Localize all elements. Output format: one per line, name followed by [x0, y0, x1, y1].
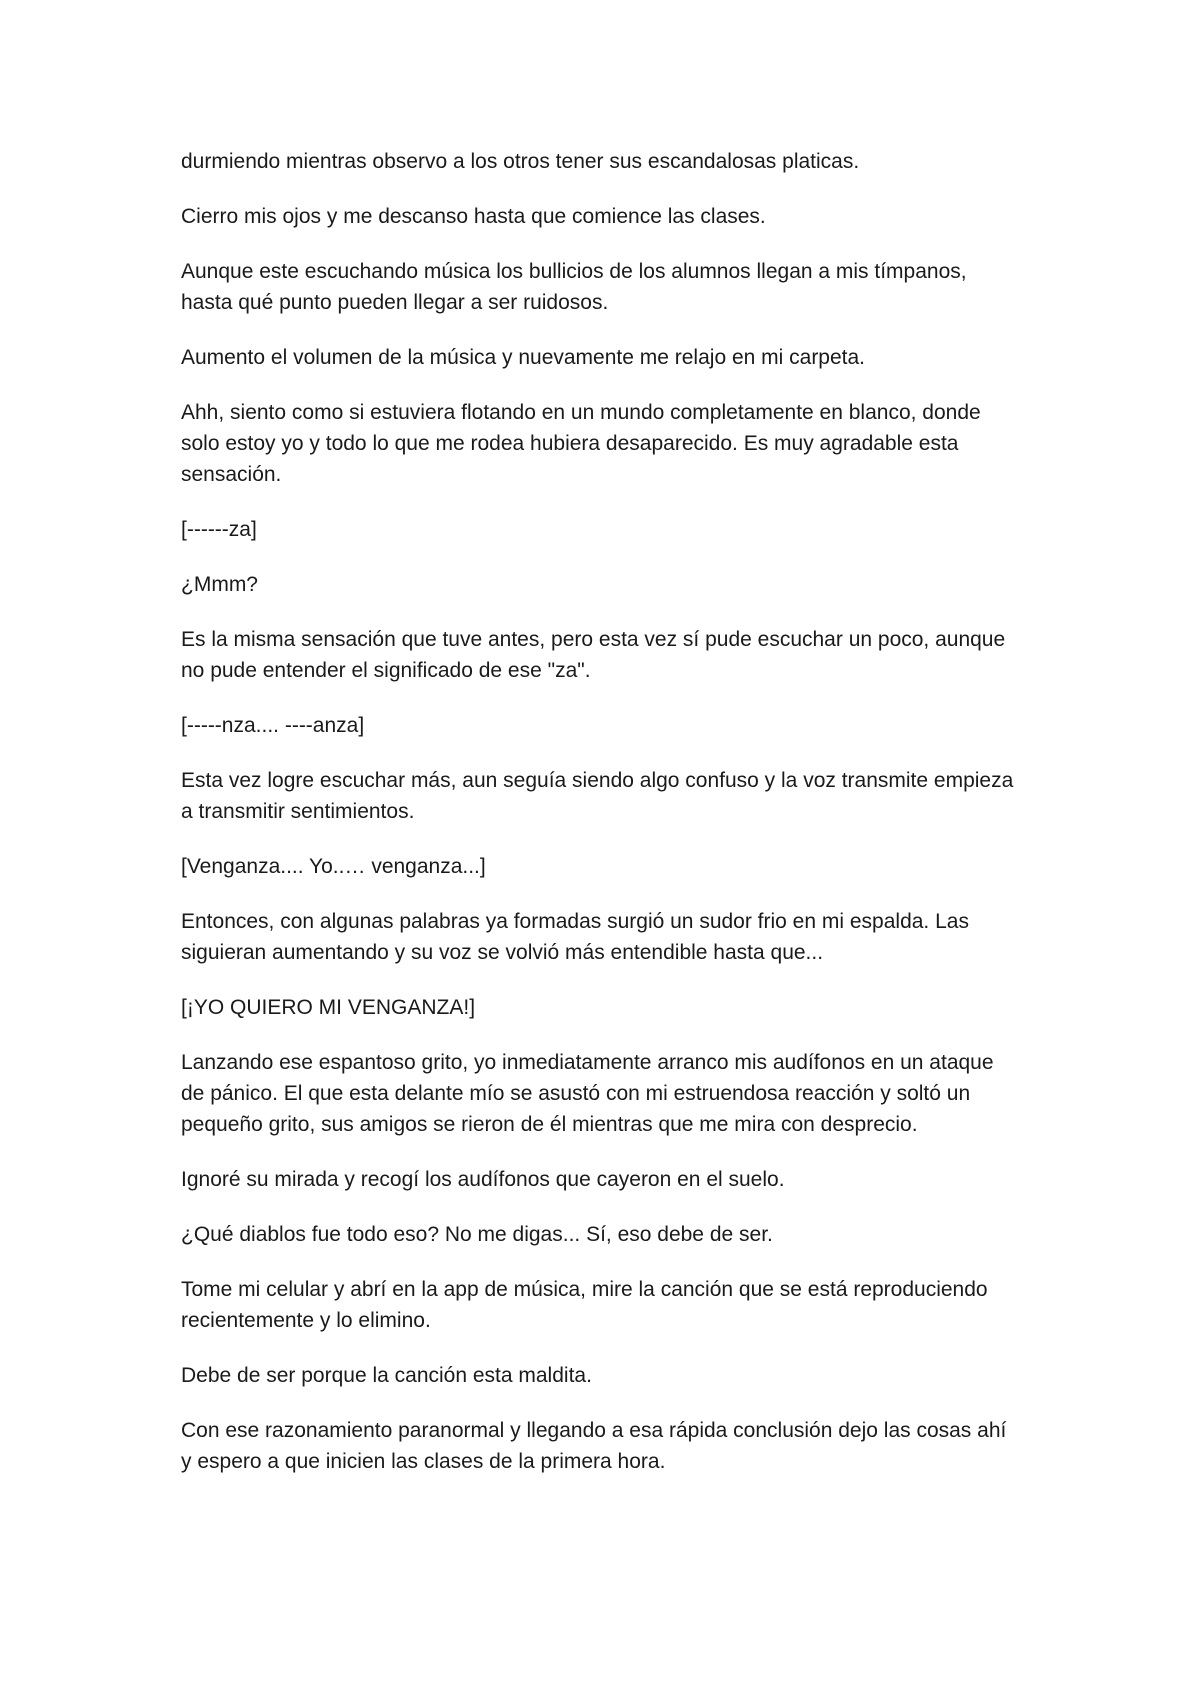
paragraph: Es la misma sensación que tuve antes, pero esta vez sí pude escuchar un poco, aunque no pude entender el significado de ese "za".: [181, 628, 1006, 682]
document-body: [181, 146, 1021, 1501]
paragraph: Ahh, siento como si estuviera flotando en un mundo completamente en blanco, donde solo estoy yo y todo lo que me rodea hubiera desaparecido. Es muy agradable esta sensación.: [181, 401, 981, 486]
paragraph: Entonces, con algunas palabras ya formadas surgió un sudor frio en mi espalda. Las siguieran aumentando y su voz se volvió más entendible hasta que...: [181, 910, 969, 964]
paragraph: Ignoré su mirada y recogí los audífonos que cayeron en el suelo.: [181, 1168, 785, 1191]
paragraph: ¿Qué diablos fue todo eso? No me digas... Sí, eso debe de ser.: [181, 1223, 773, 1246]
paragraph: Aumento el volumen de la música y nuevamente me relajo en mi carpeta.: [181, 346, 866, 369]
paragraph: ¿Mmm?: [181, 573, 258, 596]
paragraph: [------za]: [181, 518, 257, 541]
paragraph: [Venganza.... Yo..… venganza...]: [181, 855, 486, 878]
paragraph: Debe de ser porque la canción esta maldita.: [181, 1364, 592, 1387]
paragraph: [¡YO QUIERO MI VENGANZA!]: [181, 996, 476, 1019]
paragraph: [-----nza.... ----anza]: [181, 714, 365, 737]
paragraph: Esta vez logre escuchar más, aun seguía siendo algo confuso y la voz transmite empieza a transmitir sentimientos.: [181, 769, 1014, 823]
paragraph: Con ese razonamiento paranormal y llegando a esa rápida conclusión dejo las cosas ahí y espero a que inicien las clases de la primera hora.: [181, 1419, 1007, 1473]
paragraph: Aunque este escuchando música los bullicios de los alumnos llegan a mis tímpanos, hasta qué punto pueden llegar a ser ruidosos.: [181, 260, 967, 314]
paragraph: durmiendo mientras observo a los otros tener sus escandalosas platicas.: [181, 150, 860, 173]
paragraph: Lanzando ese espantoso grito, yo inmediatamente arranco mis audífonos en un ataque de pánico. El que esta delante mío se asustó con mi estruendosa reacción y soltó un pequeño grito, sus amigos se rieron de él mientras que me mira con desprecio.: [181, 1051, 994, 1136]
paragraph: Tome mi celular y abrí en la app de música, mire la canción que se está reproduciendo recientemente y lo elimino.: [181, 1278, 988, 1332]
paragraph: Cierro mis ojos y me descanso hasta que comience las clases.: [181, 205, 766, 228]
